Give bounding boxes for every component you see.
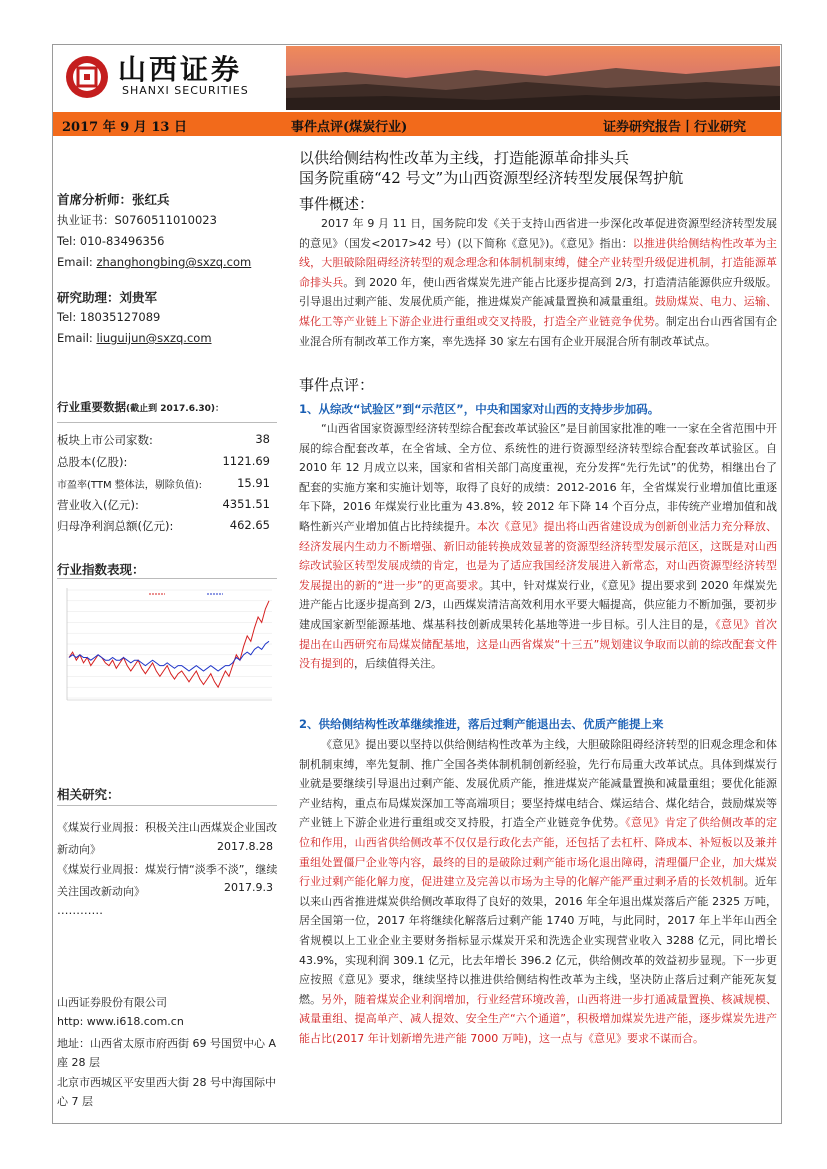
key-data-value: 4351.51 xyxy=(222,497,270,511)
divider xyxy=(57,805,277,806)
title-line-1: 以供给侧结构性改革为主线，打造能源革命排头兵 xyxy=(299,149,630,167)
section-2-text-2: 。近年以来山西省推进煤炭供给侧改革取得了良好的效果，2016 年全年退出煤炭落后产能 2325 万吨，居全国第一位，2017 年将继续化解落后过剩产能 1740 万吨，与此同时，2017 年上半年山西全省规模以上工业企业主要财务指标显示煤炭开采和洗选企业实现营业收入 3288 亿元，同比增长 43.9%，实现利润 309.1 亿元，比去年增长 396.2 亿元，供给侧改革的效益初步显现。下一步更应按照《意见》要求，继续坚持以推进供给侧结构性改革为主线，坚决防止落后过剩产能死灰复燃。 xyxy=(299,875,778,1006)
report-title xyxy=(299,148,683,188)
overview-text-3: 。制定出台山西省国有企业混合所有制改革工作方案，率先选择 30 家左右国有企业开展混合所有制改革试点。 xyxy=(299,314,778,348)
subheading-2: 2、供给侧结构性改革继续推进，落后过剩产能退出去、优质产能提上来 xyxy=(299,717,664,731)
assistant-email-link[interactable]: liuguijun@sxzq.com xyxy=(96,331,212,345)
section-2-red-2: 另外，随着煤炭企业利润增加，行业经营环境改善，山西将进一步打通减量置换、核减规模、减量重组、提高单产、减人提效、安全生产“六个通道”，积极增加煤炭先进产能，逐步煤炭先进产能占比(2017 年计划新增先进产能 7000 万吨)，这一点与《意见》要求不谋而合。 xyxy=(299,992,778,1045)
key-data-heading xyxy=(57,399,224,415)
key-data-row xyxy=(57,454,270,470)
section-1-paragraph xyxy=(299,419,777,674)
chief-analyst-name: 首席分析师：张红兵 xyxy=(57,192,170,207)
assistant-email-row xyxy=(57,331,212,345)
report-category: 事件点评(煤炭行业) xyxy=(291,120,408,135)
key-data-label: 市盈率(TTM 整体法，剔除负值): xyxy=(57,480,203,491)
report-date: 2017 年 9 月 13 日 xyxy=(62,120,187,135)
section-1-red-2: 《意见》首次提出在山西研究布局煤炭储配基地，这是山西省煤炭“十三五”规划建议争取而以前的综改配套文件没有提到的 xyxy=(299,617,777,671)
section-1-text-2: 。其中，针对煤炭行业，《意见》提出要求到 2020 年煤炭先进产能占比逐步提高到 2/3，山西煤炭清洁高效利用水平要大幅提高，供应能力不断加强，要初步建成国家新型能源基地、煤基科技创新成果转化基地等进一步目标。引人注目的是， xyxy=(299,578,777,631)
report-type: 证券研究报告丨行业研究 xyxy=(603,120,747,135)
brand-name-en: SHANXI SECURITIES xyxy=(122,84,249,97)
key-data-note: (截止到 2017.6.30)： xyxy=(126,404,225,414)
assistant-email-label: Email: xyxy=(57,331,97,345)
company-website[interactable]: http: www.i618.com.cn xyxy=(57,1015,184,1028)
key-data-label: 总股本(亿股): xyxy=(57,455,128,469)
industry-index-chart xyxy=(57,580,279,770)
related-research-heading: 相关研究： xyxy=(57,787,120,802)
key-data-title: 行业重要数据 xyxy=(57,400,126,414)
key-data-row xyxy=(57,432,270,448)
assistant-phone: Tel: 18035127089 xyxy=(57,310,161,324)
overview-heading: 事件概述： xyxy=(299,195,375,213)
related-report-date: 2017.8.28 xyxy=(217,840,273,853)
overview-red-2: 鼓励煤炭、电力、运输、煤化工等产业链上下游企业进行重组或交叉持股，打造全产业链竞争优势 xyxy=(299,295,778,328)
subheading-1: 1、从综改“试验区”到“示范区”，中央和国家对山西的支持步步加码。 xyxy=(299,402,660,416)
section-1-text-3: ，后续值得关注。 xyxy=(354,657,442,671)
analyst-phone: Tel: 010-83496356 xyxy=(57,234,165,248)
analyst-email-row xyxy=(57,255,251,269)
company-address-beijing: 北京市西城区平安里西大街 28 号中海国际中心 7 层 xyxy=(57,1076,276,1108)
key-data-row xyxy=(57,518,270,534)
related-more-ellipsis: ………… xyxy=(57,903,103,917)
section-1-red-1: 本次《意见》提出将山西省建设成为创新创业活力充分释放、经济发展内生动力不断增强、新旧动能转换成效显著的资源型经济转型发展示范区，这既是对山西综改试验区转型发展成绩的肯定，也是为了适应我国经济发展进入新常态，对山西资源型经济转型发展提出的新的“进一步”的更高要求 xyxy=(299,519,777,592)
key-data-label: 归母净利润总额(亿元): xyxy=(57,519,174,533)
related-report-link[interactable]: 《煤炭行业周报：煤炭行情“淡季不淡”，继续关注国改新动向》 xyxy=(57,863,278,898)
overview-text-2: 。到 2020 年，使山西省煤炭先进产能占比逐步提高到 2/3，打造清洁能源供应升级版。引导退出过剩产能、发展优质产能，推进煤炭产能减量置换和减量重组。 xyxy=(299,275,777,309)
assistant-name: 研究助理：刘贵军 xyxy=(57,290,158,305)
report-info-bar xyxy=(53,112,781,136)
key-data-row xyxy=(57,497,270,513)
key-data-value: 462.65 xyxy=(229,518,270,532)
section-2-paragraph xyxy=(299,735,777,1049)
company-address-taiyuan: 地址：山西省太原市府西街 69 号国贸中心 A 座 28 层 xyxy=(57,1037,277,1069)
section-2-red-1: 《意见》肯定了供给侧改革的定位和作用，山西省供给侧改革不仅仅是行政化去产能，还包括了去杠杆、降成本、补短板以及兼并重组处置僵尸企业等内容，最终的目的是破除过剩产能市场化退出障碍，清理僵尸企业，加大煤炭行业过剩产能化解力度，促进建立及完善以市场为主导的化解产能严重过剩矛盾的长效机制 xyxy=(299,816,777,889)
section-2-text-1: 《意见》提出要以坚持以供给侧结构性改革为主线，大胆破除阻碍经济转型的旧观念理念和体制机制束缚，率先复制、推广全国各类体制机制创新经验，先行布局重大改革试点。具体到煤炭行业就是要继续引导退出过剩产能、发展优质产能，推进煤炭产能减量置换和减量重组；要优化能源产业结构，重点布局煤炭深加工等高端项目；要坚持煤电结合、煤运结合、煤化结合，鼓励煤炭等产业链上下游企业进行重组或交叉持股，打造全产业链竞争优势。 xyxy=(299,738,777,830)
comment-heading: 事件点评： xyxy=(299,376,375,394)
key-data-value: 1121.69 xyxy=(222,454,270,468)
company-name: 山西证券股份有限公司 xyxy=(57,996,167,1009)
key-data-value: 38 xyxy=(255,432,270,446)
key-data-label: 营业收入(亿元): xyxy=(57,498,139,512)
overview-red-1: 以推进供给侧结构性改革为主线，大胆破除阻碍经济转型的观念理念和体制机制束缚，健全产业转型升级促进机制，打造能源革命排头兵 xyxy=(299,236,777,289)
key-data-label: 板块上市公司家数: xyxy=(57,433,153,447)
related-report-link[interactable]: 《煤炭行业周报：积极关注山西煤炭企业国改新动向》 xyxy=(57,821,277,856)
analyst-certificate: 执业证书：S0760511010023 xyxy=(57,213,217,227)
title-line-2: 国务院重磅“42 号文”为山西资源型经济转型发展保驾护航 xyxy=(299,169,684,187)
overview-text-1: 2017 年 9 月 11 日，国务院印发《关于支持山西省进一步深化改革促进资源型经济转型发展的意见》（国发<2017>42 号）(以下简称《意见》)。《意见》指出： xyxy=(299,217,777,250)
analyst-email-link[interactable]: zhanghongbing@sxzq.com xyxy=(96,255,252,269)
header-banner-image xyxy=(286,46,780,110)
brand-name-cn: 山西证券 xyxy=(118,53,243,86)
section-1-text-1: “山西省国家资源型经济转型综合配套改革试验区”是目前国家批准的唯一一家在全省范围中开展的综合配套改革，在全省域、全方位、系统性的进行资源型经济转型综合配套改革试验区。自 2010 年 12 月成立以来，国家和省相关部门高度重视，充分发挥“先行先试”的优势，相继出台了配套的实施方案和实施计划等，取得了良好的成绩：2012-2016 年，全省煤炭行业增加值比重逐年下降，2016 年煤炭行业比重为 43.8%，较 2012 年下降 14 个百分点，非传统产业增加值和战略性新兴产业增加值占比持续提升。 xyxy=(299,422,777,533)
key-data-value: 15.91 xyxy=(237,476,270,490)
key-data-row xyxy=(57,476,270,491)
divider xyxy=(57,578,277,579)
analyst-email-label: Email: xyxy=(57,255,97,269)
overview-paragraph xyxy=(299,214,777,351)
index-performance-heading: 行业指数表现： xyxy=(57,562,145,577)
shanxi-securities-logo-icon xyxy=(64,54,110,100)
related-report-date: 2017.9.3 xyxy=(224,881,273,894)
divider xyxy=(57,422,277,423)
